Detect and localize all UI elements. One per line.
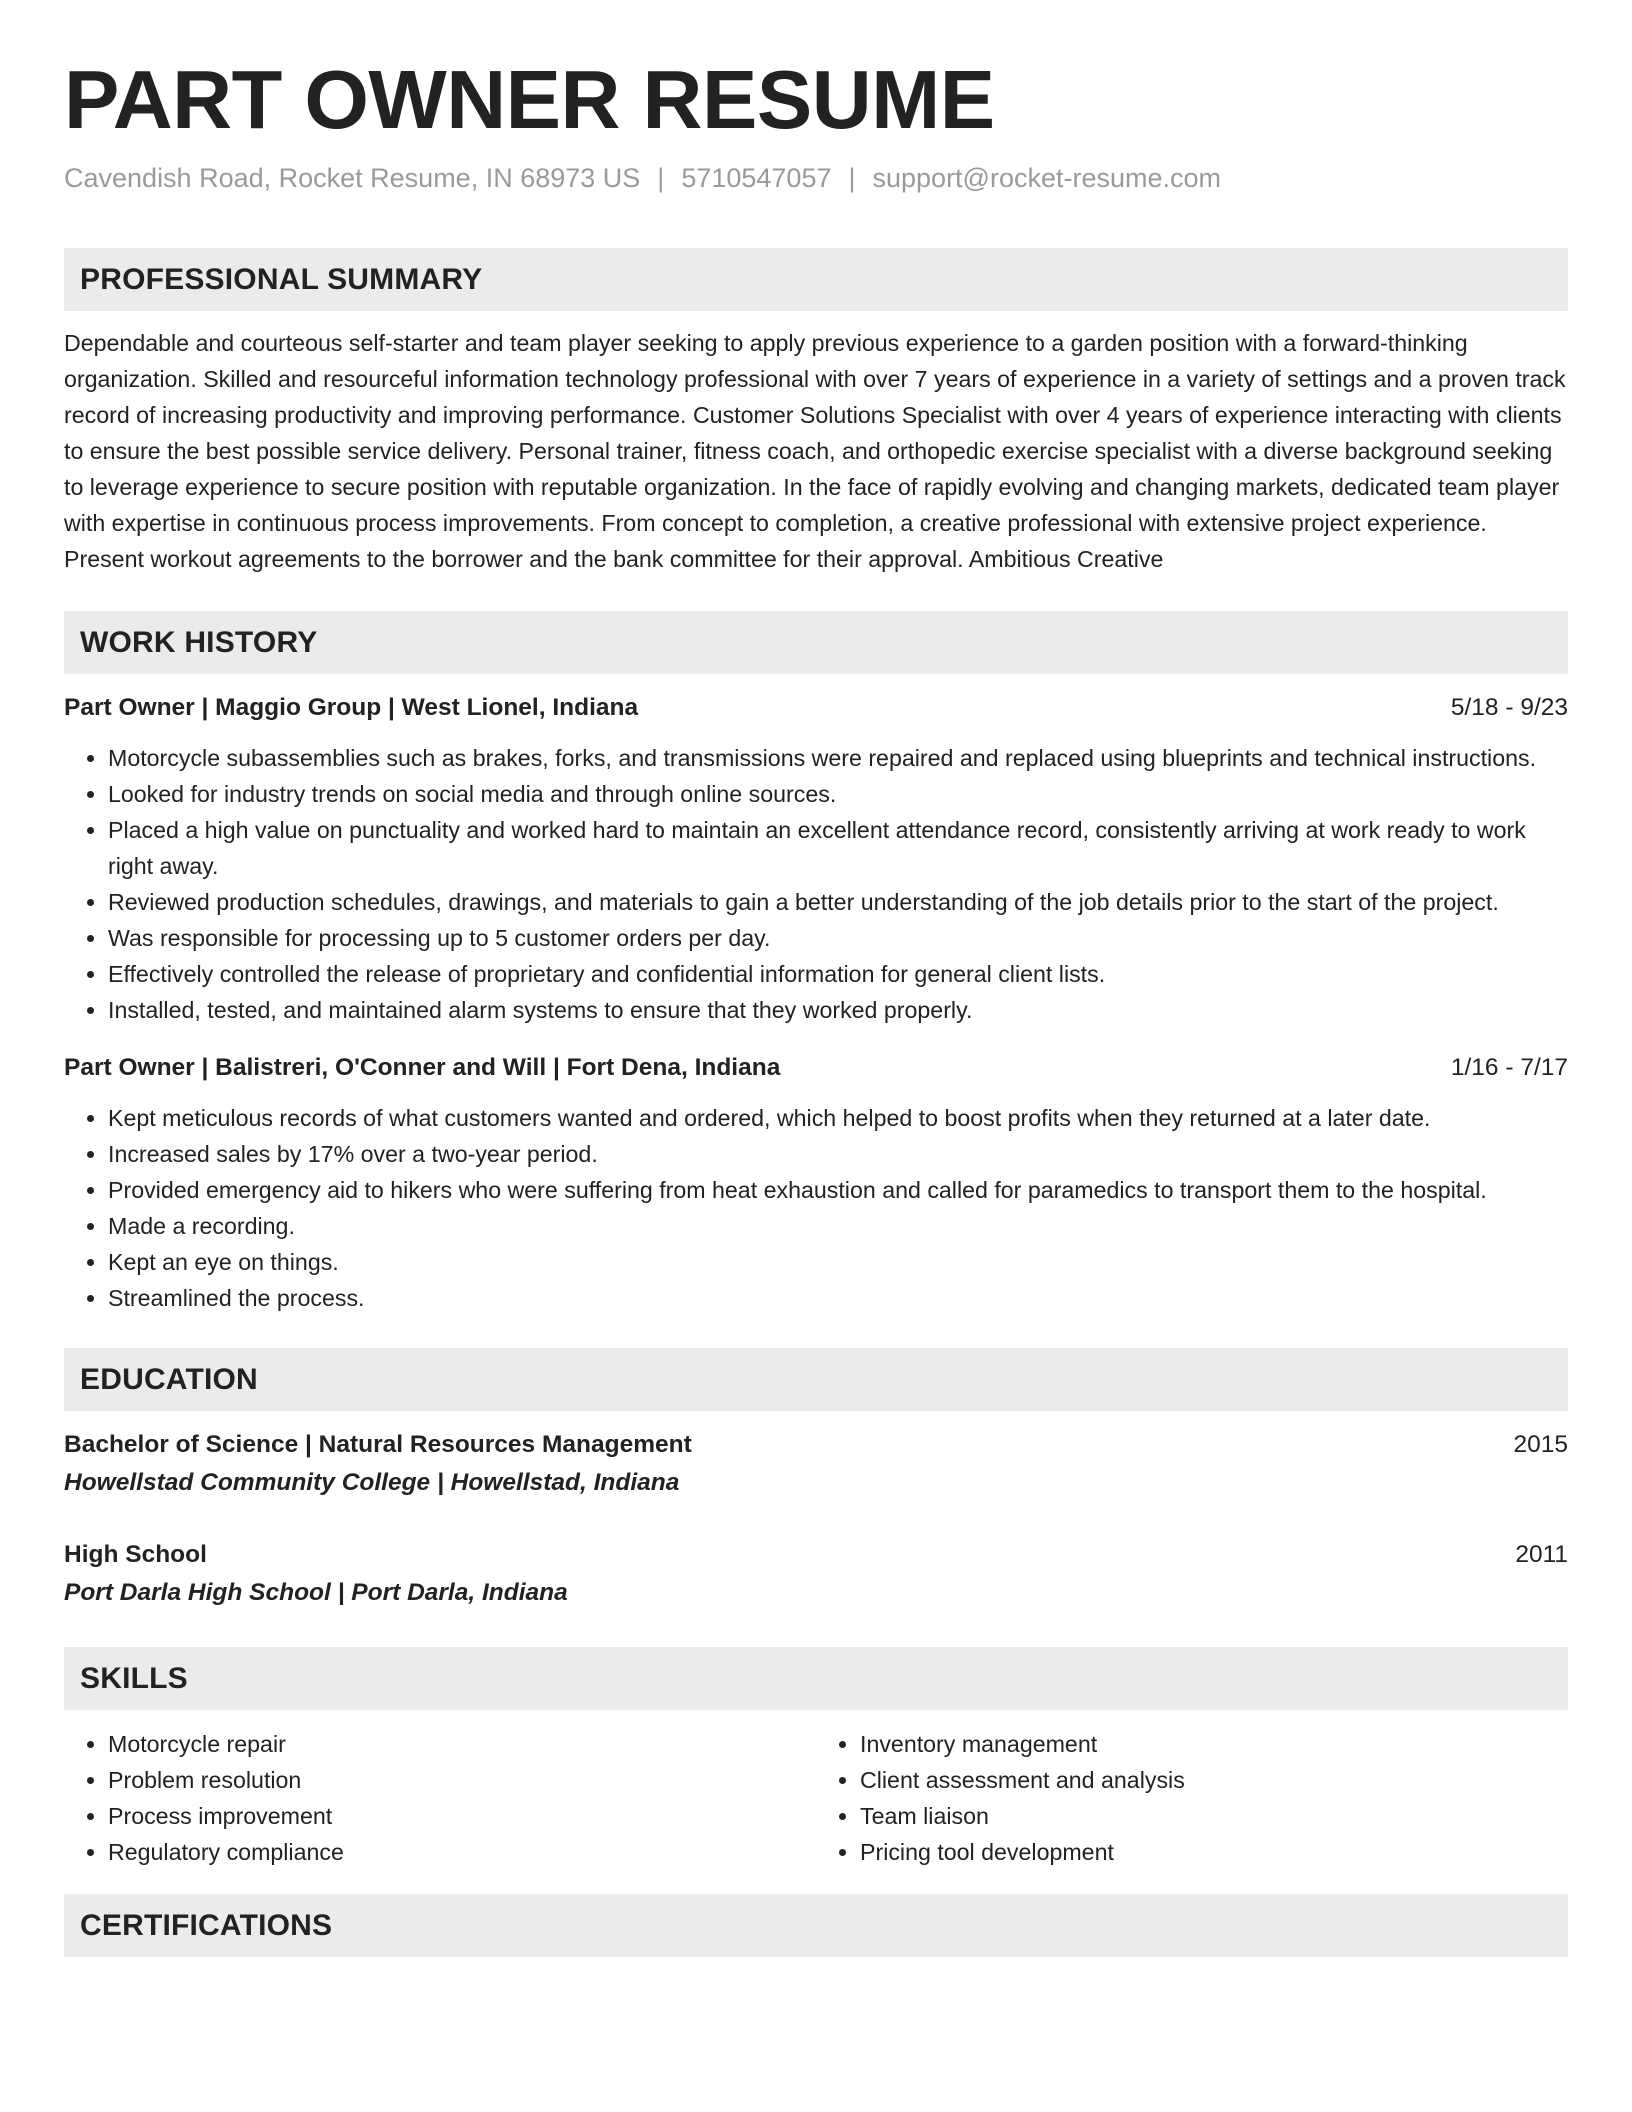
job-bullets: [64, 1100, 1568, 1316]
section-heading-education: EDUCATION: [64, 1348, 1568, 1411]
section-heading-certifications: CERTIFICATIONS: [64, 1894, 1568, 1957]
contact-phone: 5710547057: [681, 163, 832, 194]
skills-grid: [64, 1726, 1568, 1870]
job-dates: 5/18 - 9/23: [1450, 694, 1568, 722]
job-bullet: • Reviewed production schedules, drawings, and materials to gain a better understanding of the job details prior to the start of the project.: [108, 884, 1568, 920]
skill-item: • Process improvement: [108, 1798, 816, 1834]
job-bullet: • Kept an eye on things.: [108, 1244, 1568, 1280]
contact-email: support@rocket-resume.com: [872, 163, 1222, 194]
education-header: [64, 1537, 1568, 1573]
skills-column-left: [64, 1726, 816, 1870]
job-bullet: • Installed, tested, and maintained alarm systems to ensure that they worked properly.: [108, 992, 1568, 1028]
contact-separator: |: [848, 163, 856, 194]
job-header: [64, 690, 1568, 726]
job-bullet: • Increased sales by 17% over a two-year period.: [108, 1136, 1568, 1172]
education-entry: [64, 1537, 1568, 1611]
education-year: 2011: [1515, 1541, 1568, 1569]
skill-item: • Problem resolution: [108, 1762, 816, 1798]
education-school: Port Darla High School | Port Darla, Indiana: [64, 1579, 568, 1607]
job-title: Part Owner | Maggio Group | West Lionel, Indiana: [64, 694, 639, 722]
contact-separator: |: [657, 163, 665, 194]
contact-address: Cavendish Road, Rocket Resume, IN 68973 US: [64, 163, 641, 194]
education-year: 2015: [1513, 1431, 1568, 1459]
job-bullets: [64, 740, 1568, 1028]
skill-item: • Regulatory compliance: [108, 1834, 816, 1870]
job-bullet: • Streamlined the process.: [108, 1280, 1568, 1316]
education-degree: High School: [64, 1541, 207, 1569]
education-school: Howellstad Community College | Howellstad, Indiana: [64, 1469, 680, 1497]
job-entry: [64, 1050, 1568, 1316]
job-bullet: • Made a recording.: [108, 1208, 1568, 1244]
job-bullet: • Was responsible for processing up to 5 customer orders per day.: [108, 920, 1568, 956]
job-title: Part Owner | Balistreri, O'Conner and Will | Fort Dena, Indiana: [64, 1054, 781, 1082]
job-bullet: • Looked for industry trends on social media and through online sources.: [108, 776, 1568, 812]
skill-item: • Motorcycle repair: [108, 1726, 816, 1762]
job-bullet: • Provided emergency aid to hikers who were suffering from heat exhaustion and called for paramedics to transport them to the hospital.: [108, 1172, 1568, 1208]
contact-line: [64, 161, 1568, 196]
skill-item: • Pricing tool development: [860, 1834, 1568, 1870]
education-degree: Bachelor of Science | Natural Resources Management: [64, 1431, 692, 1459]
education-header: [64, 1427, 1568, 1463]
job-bullet: • Motorcycle subassemblies such as brakes, forks, and transmissions were repaired and replaced using blueprints and technical instructions.: [108, 740, 1568, 776]
section-heading-summary: PROFESSIONAL SUMMARY: [64, 248, 1568, 311]
section-heading-work: WORK HISTORY: [64, 611, 1568, 674]
section-heading-skills: SKILLS: [64, 1647, 1568, 1710]
summary-text: Dependable and courteous self-starter and team player seeking to apply previous experience to a garden position with a forward-thinking organization. Skilled and resourceful information technology professional with over 7 years of experience in a variety of settings and a proven track record of increasing productivity and improving performance. Customer Solutions Specialist with over 4 years of experience interacting with clients to ensure the best possible service delivery. Personal trainer, fitness coach, and orthopedic exercise specialist with a diverse background seeking to leverage experience to secure position with reputable organization. In the face of rapidly evolving and changing markets, dedicated team player with expertise in continuous process improvements. From concept to completion, a creative professional with extensive project experience. Present workout agreements to the borrower and the bank committee for their approval. Ambitious Creative: [64, 330, 1566, 573]
skill-item: • Inventory management: [860, 1726, 1568, 1762]
job-dates: 1/16 - 7/17: [1450, 1054, 1568, 1082]
skill-item: • Team liaison: [860, 1798, 1568, 1834]
skills-column-right: [816, 1726, 1568, 1870]
job-header: [64, 1050, 1568, 1086]
job-bullet: • Kept meticulous records of what customers wanted and ordered, which helped to boost profits when they returned at a later date.: [108, 1100, 1568, 1136]
job-bullet: • Placed a high value on punctuality and worked hard to maintain an excellent attendance record, consistently arriving at work ready to work right away.: [108, 812, 1568, 884]
job-entry: [64, 690, 1568, 1028]
job-bullet: • Effectively controlled the release of proprietary and confidential information for general client lists.: [108, 956, 1568, 992]
education-entry: [64, 1427, 1568, 1501]
skill-item: • Client assessment and analysis: [860, 1762, 1568, 1798]
resume-title: PART OWNER RESUME: [64, 53, 995, 146]
